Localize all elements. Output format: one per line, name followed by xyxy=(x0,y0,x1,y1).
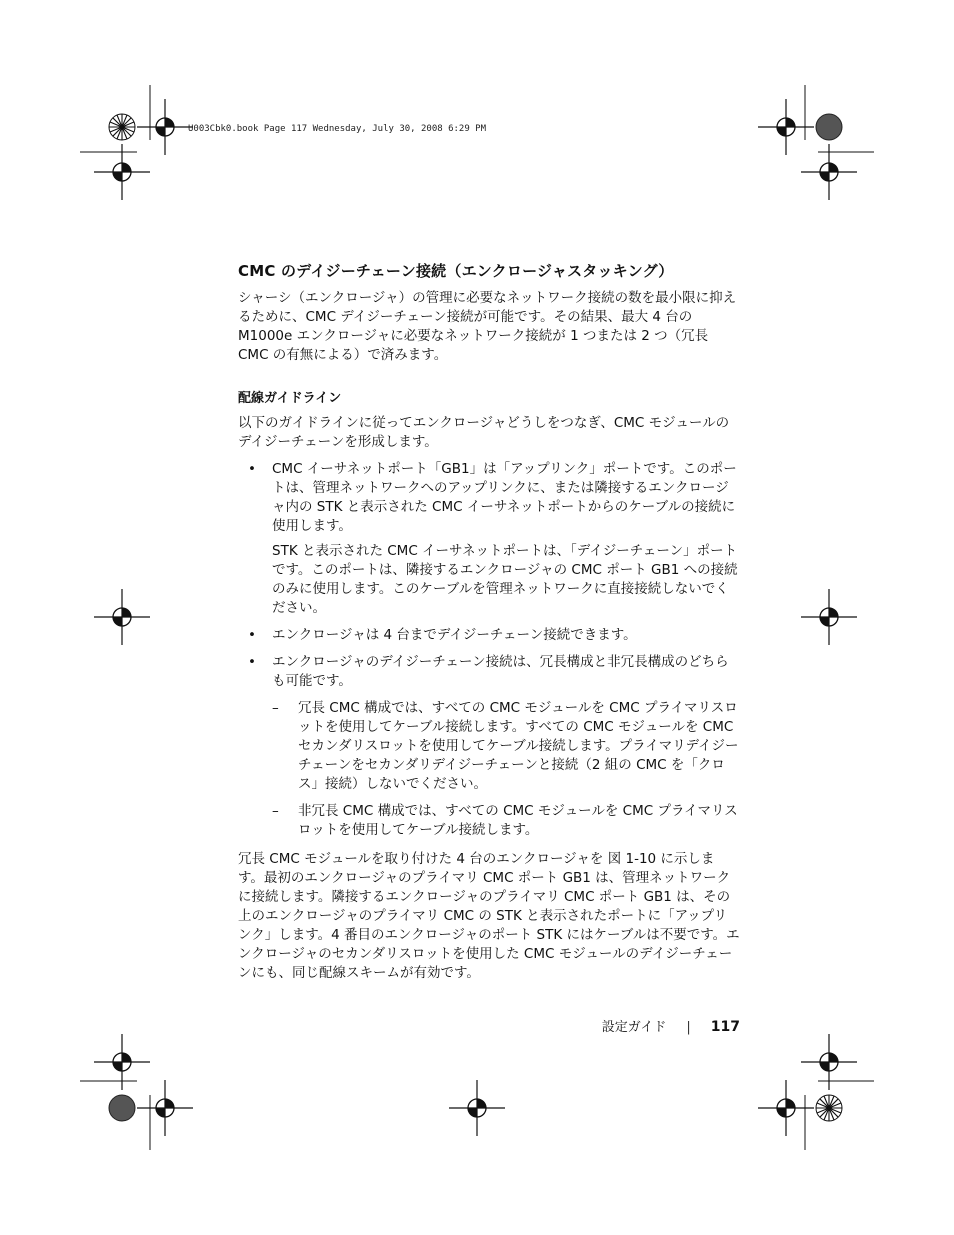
bullet-icon: • xyxy=(248,461,256,477)
bullet-item xyxy=(238,626,740,645)
footer-label: 設定ガイド xyxy=(601,1020,667,1035)
dash-icon: – xyxy=(272,700,279,716)
closing-paragraph: 冗長 CMC モジュールを取り付けた 4 台のエンクロージャを 図 1-10 に示します。最初のエンクロージャのプライマリ CMC ポート GB1 は、管理ネットワークに接続します。隣接するエンクロージャのプライマリ CMC ポート GB1 は、その上のエンクロージャのプライマリ CMC の STK と表示されたポートに「アップリンク」します。4 番目のエンクロージャのポート STK にはケーブルは不要です。エンクロージャのセカンダリスロットを使用した CMC モジュールのデイジーチェーンにも、同じ配線スキームが有効です。 xyxy=(238,851,740,981)
bullet-icon: • xyxy=(248,627,256,643)
bullet-text: エンクロージャのデイジーチェーン接続は、冗長構成と非冗長構成のどちらも可能です。 xyxy=(272,654,729,689)
page-number: 117 xyxy=(710,1019,740,1035)
registration-target-icon xyxy=(137,1080,193,1136)
dash-item xyxy=(238,802,740,840)
wiring-lead: 以下のガイドラインに従ってエンクロージャどうしをつなぎ、CMC モジュールのデイジーチェーンを形成します。 xyxy=(238,415,730,450)
star-target-icon xyxy=(816,1095,842,1121)
bullet-text: エンクロージャは 4 台までデイジーチェーン接続できます。 xyxy=(272,627,637,643)
dark-target-icon xyxy=(109,1095,135,1121)
section-title: CMC のデイジーチェーン接続（エンクロージャスタッキング） xyxy=(238,262,674,280)
star-target-icon xyxy=(109,114,135,140)
registration-target-icon xyxy=(94,1034,150,1090)
page-content xyxy=(238,260,740,983)
bullet-item xyxy=(238,653,740,691)
registration-target-icon xyxy=(801,589,857,645)
bullet-icon: • xyxy=(248,654,256,670)
registration-target-icon xyxy=(758,1080,814,1136)
wiring-heading: 配線ガイドライン xyxy=(238,391,342,406)
registration-target-icon xyxy=(94,589,150,645)
dash-text: 非冗長 CMC 構成では、すべての CMC モジュールを CMC プライマリスロットを使用してケーブル接続します。 xyxy=(298,803,738,838)
dark-target-icon xyxy=(816,114,842,140)
book-file-header: U003Cbk0.book Page 117 Wednesday, July 30, 2008 6:29 PM xyxy=(188,124,487,134)
bullet-item xyxy=(238,460,740,618)
page-footer xyxy=(602,1016,740,1035)
bullet-continuation: STK と表示された CMC イーサネットポートは、「デイジーチェーン」ポートです。このポートは、隣接するエンクロージャの CMC ポート GB1 への接続のみに使用します。このケーブルを管理ネットワークに直接接続しないでください。 xyxy=(272,543,738,616)
dash-item xyxy=(238,699,740,794)
dash-icon: – xyxy=(272,803,279,819)
registration-target-icon xyxy=(449,1080,505,1136)
registration-target-icon xyxy=(801,1034,857,1090)
section-intro: シャーシ（エンクロージャ）の管理に必要なネットワーク接続の数を最小限に抑えるために、CMC デイジーチェーン接続が可能です。その結果、最大 4 台の M1000e エンクロージャに必要なネットワーク接続が 1 つまたは 2 つ（冗長 CMC の有無による）で済みます。 xyxy=(238,290,737,363)
dash-text: 冗長 CMC 構成では、すべての CMC モジュールを CMC プライマリスロットを使用してケーブル接続します。すべての CMC モジュールを CMC セカンダリスロットを使用してケーブル接続します。プライマリデイジーチェーンをセカンダリデイジーチェーンと接続（2 組の CMC を「クロス」接続）しないでください。 xyxy=(298,700,739,792)
registration-target-icon xyxy=(137,99,193,155)
footer-separator: | xyxy=(686,1020,691,1035)
registration-target-icon xyxy=(758,99,814,155)
bullet-text: CMC イーサネットポート「GB1」は「アップリンク」ポートです。このポートは、管理ネットワークへのアップリンクに、または隣接するエンクロージャ内の STK と表示された CMC イーサネットポートからのケーブルの接続に使用します。 xyxy=(272,461,737,534)
